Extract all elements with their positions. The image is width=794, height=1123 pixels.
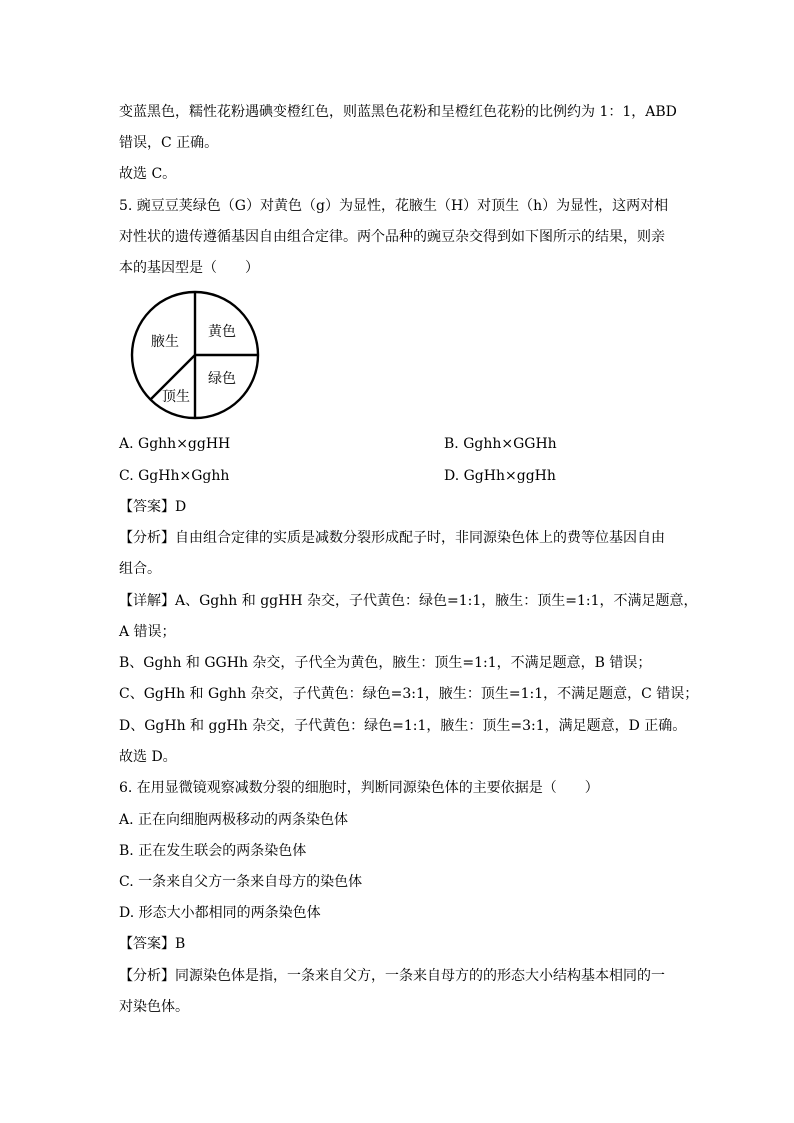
pie-chart xyxy=(129,289,261,421)
detail-5: B、Gghh 和 GGHh 杂交，子代全为黄色，腋生：顶生=1:1，不满足题意，B 错误； xyxy=(119,655,652,671)
analysis-5: 组合。 xyxy=(119,561,161,577)
detail-5: D、GgHh 和 ggHh 杂交，子代黄色：绿色=1:1，腋生：顶生=3:1，满足题意，D 正确。 xyxy=(119,718,687,734)
analysis-6: 【分析】同源染色体是指，一条来自父方，一条来自母方的的形态大小结构基本相同的一 xyxy=(119,968,665,984)
text-line: 错误，C 正确。 xyxy=(119,135,219,151)
option-b: B. 正在发生联会的两条染色体 xyxy=(119,843,307,859)
answer-5: 【答案】D xyxy=(119,499,187,515)
pie-slice-label-yellow: 黄色 xyxy=(208,324,236,340)
detail-5: A 错误； xyxy=(119,624,176,640)
option-d: D. 形态大小都相同的两条染色体 xyxy=(119,905,321,921)
pie-slice-label-green: 绿色 xyxy=(208,371,236,387)
option-c: C. 一条来自父方一条来自母方的染色体 xyxy=(119,874,363,890)
option-c: C. GgHh×Gghh xyxy=(119,468,230,484)
option-a: A. 正在向细胞两极移动的两条染色体 xyxy=(119,812,349,828)
analysis-6: 对染色体。 xyxy=(119,999,189,1015)
text-line: 变蓝黑色，糯性花粉遇碘变橙红色，则蓝黑色花粉和呈橙红色花粉的比例约为 1：1，ABD xyxy=(119,104,677,120)
option-a: A. Gghh×ggHH xyxy=(119,436,231,452)
answer-6: 【答案】B xyxy=(119,936,186,952)
analysis-5: 【分析】自由组合定律的实质是减数分裂形成配子时，非同源染色体上的费等位基因自由 xyxy=(119,530,665,546)
detail-5: C、GgHh 和 Gghh 杂交，子代黄色：绿色=3:1，腋生：顶生=1:1，不满足题意，C 错误； xyxy=(119,686,699,702)
question-5-stem: 对性状的遗传遵循基因自由组合定律。两个品种的豌豆杂交得到如下图所示的结果，则亲 xyxy=(119,229,665,245)
question-5-stem: 5. 豌豆豆荚绿色（G）对黄色（g）为显性，花腋生（H）对顶生（h）为显性，这两对相 xyxy=(119,198,669,214)
detail-5: 故选 D。 xyxy=(119,749,177,765)
option-d: D. GgHh×ggHh xyxy=(444,468,556,484)
option-b: B. Gghh×GGHh xyxy=(444,436,557,452)
pie-slice-label-terminal: 顶生 xyxy=(162,389,190,405)
text-line: 故选 C。 xyxy=(119,166,177,182)
detail-5: 【详解】A、Gghh 和 ggHH 杂交，子代黄色：绿色=1:1，腋生：顶生=1:1，不满足题意， xyxy=(119,593,698,609)
question-6-stem: 6. 在用显微镜观察减数分裂的细胞时，判断同源染色体的主要依据是（ ） xyxy=(119,780,599,796)
pie-slice-label-axillary: 腋生 xyxy=(151,334,179,350)
question-5-stem: 本的基因型是（ ） xyxy=(119,260,259,276)
